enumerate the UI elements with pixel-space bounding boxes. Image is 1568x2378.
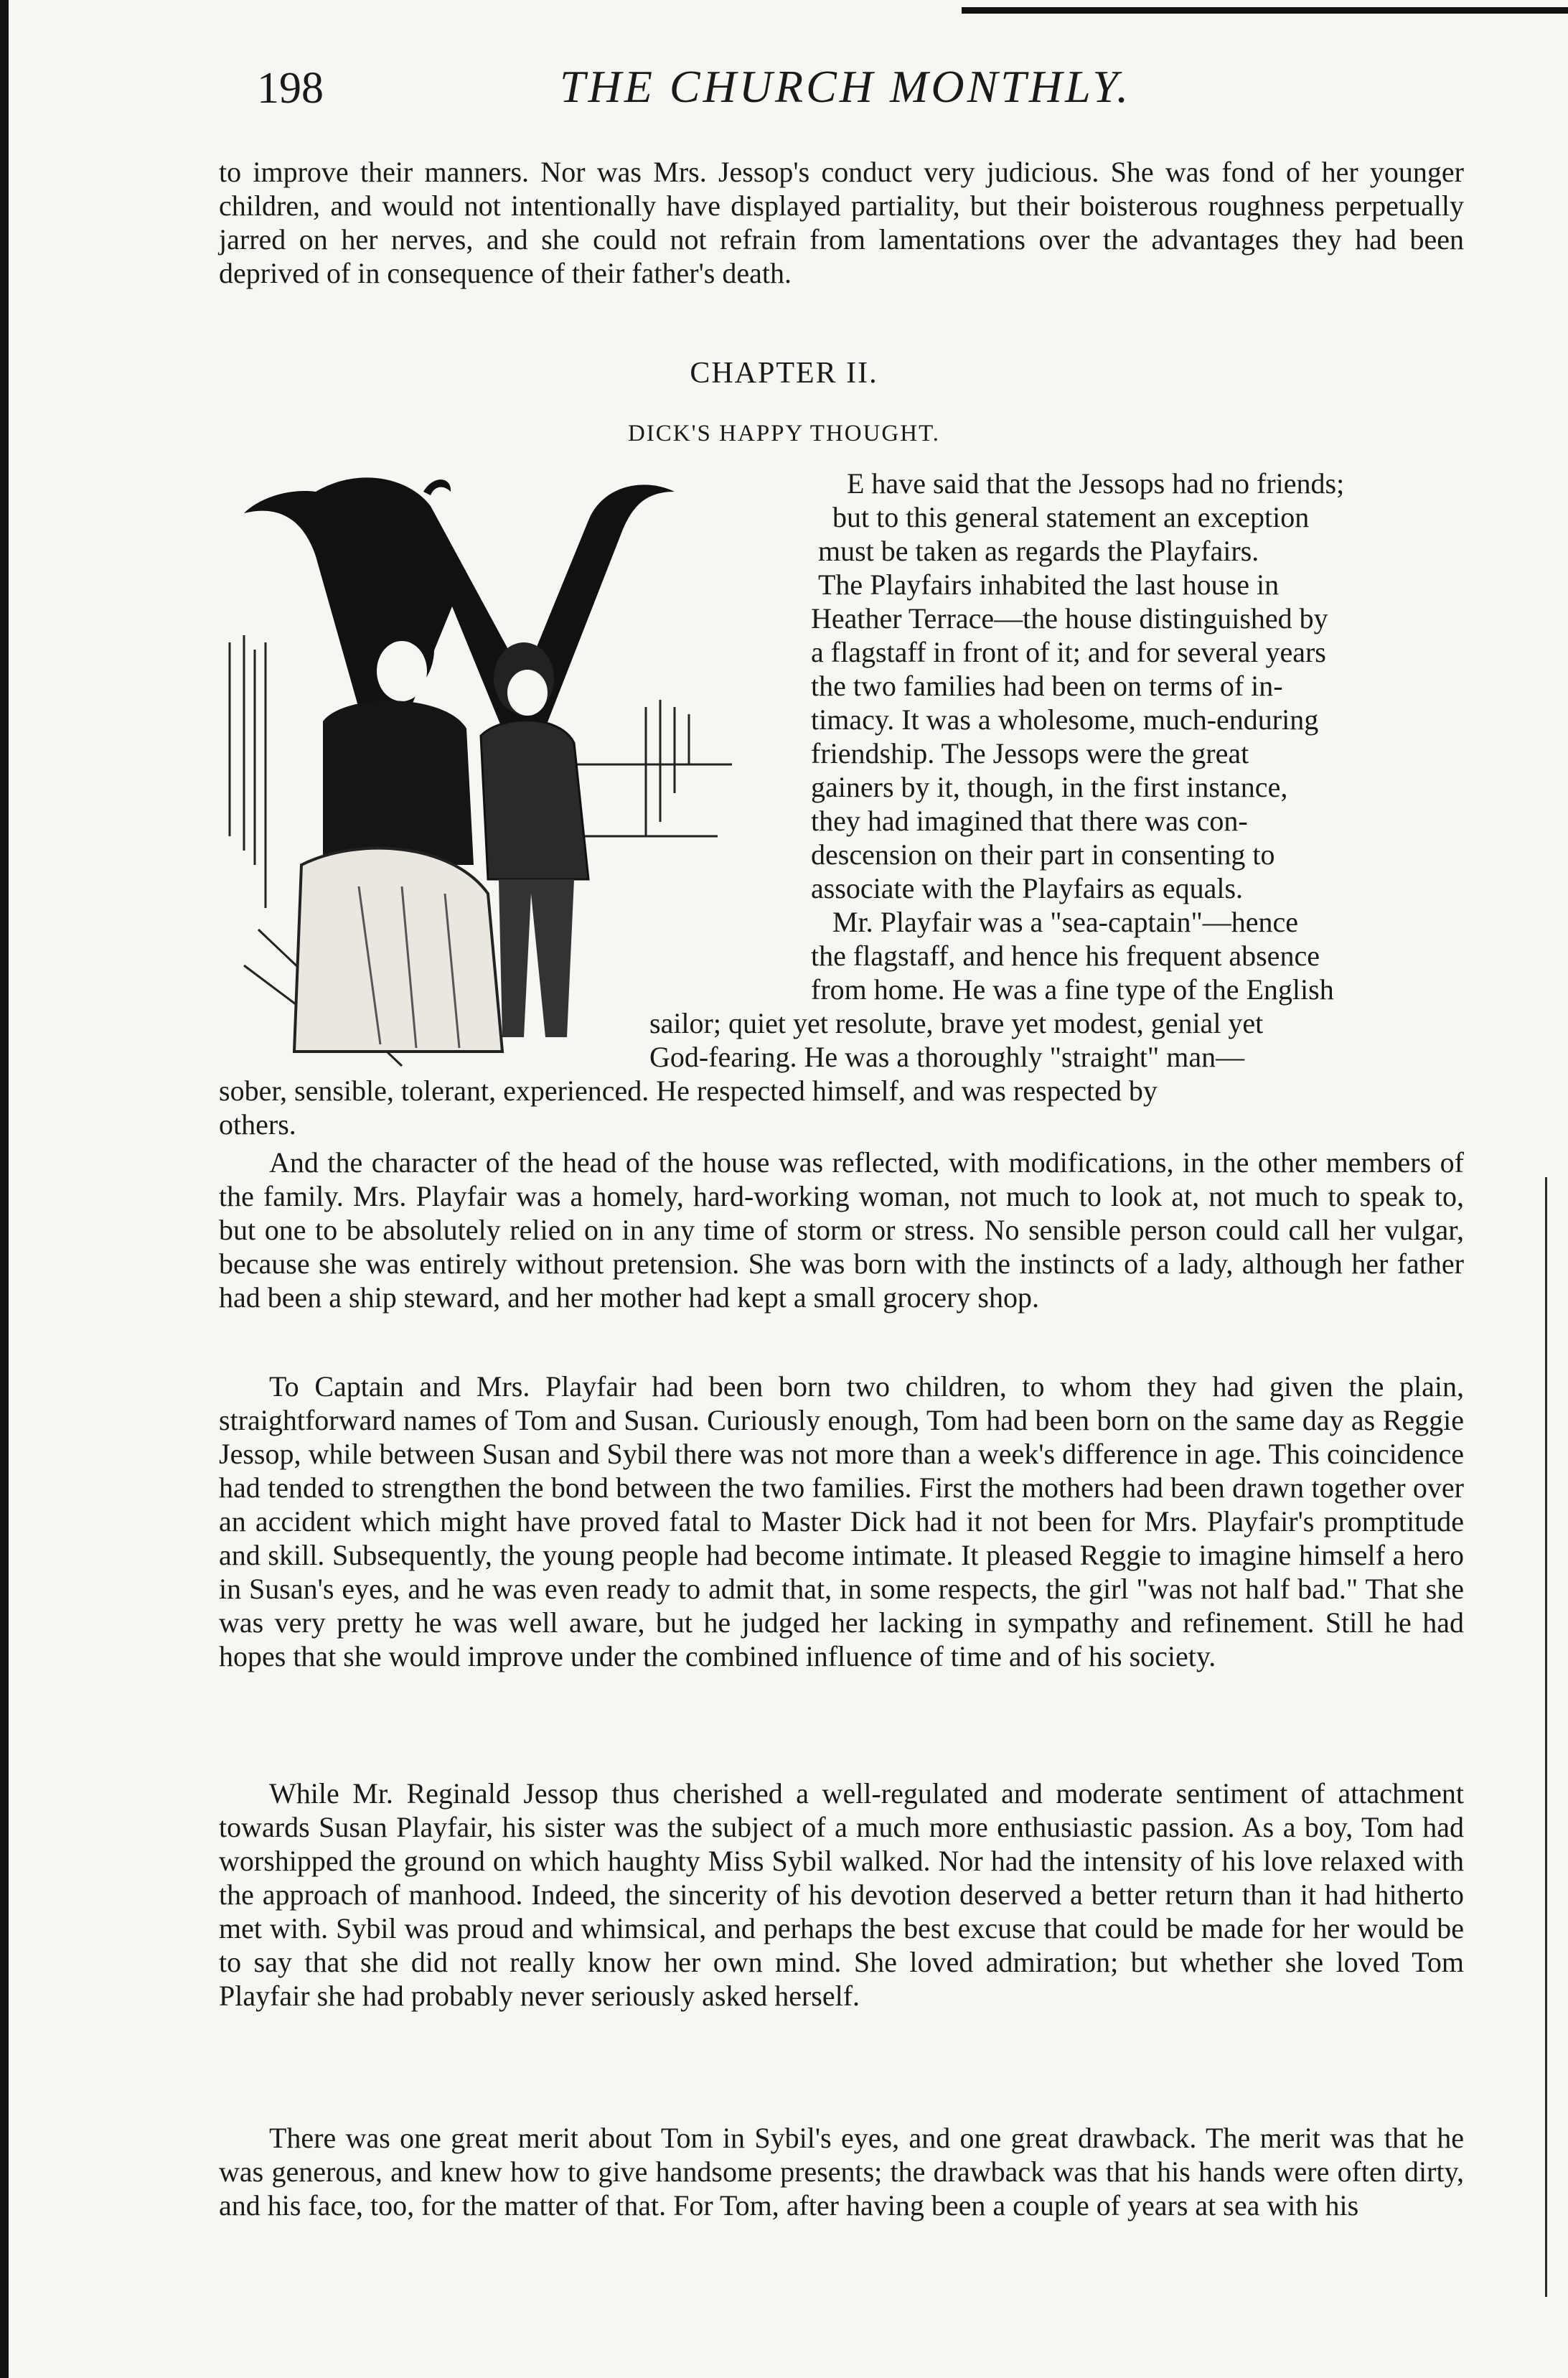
woman-figure [294, 603, 502, 1052]
drop-cap-line: they had imagined that there was con- [811, 805, 1248, 837]
running-title: THE CHURCH MONTHLY. [560, 61, 1132, 112]
drop-cap-line: but to this general statement an exception [832, 501, 1310, 533]
drop-cap-line: the two families had been on terms of in- [811, 670, 1283, 702]
drop-cap-line: a flagstaff in front of it; and for several years [811, 636, 1326, 668]
drop-cap-line: sober, sensible, tolerant, experienced. He respected himself, and was respected by [219, 1075, 1158, 1107]
drop-cap-line: E have said that the Jessops had no friends; [847, 467, 1345, 500]
chapter-heading: CHAPTER II. [690, 357, 878, 390]
drop-cap-line: must be taken as regards the Playfairs. [818, 535, 1259, 567]
paragraph-opening: to improve their manners. Nor was Mrs. Jessop's conduct very judicious. She was fond of her younger children, and would not intentionally have displayed partiality, but their boisterous roughness perpetually jarred on her nerves, and she could not refrain from lamentations over the advantages they had been deprived of in consequence of their father's death. [219, 156, 1464, 289]
drop-cap-line: gainers by it, though, in the first instance, [811, 771, 1288, 803]
drop-cap-line: Mr. Playfair was a "sea-captain"—hence [832, 906, 1299, 938]
right-margin-rule [1545, 1177, 1547, 2297]
paragraph: While Mr. Reginald Jessop thus cherished a well-regulated and moderate sentiment of attachment towards Susan Playfair, his sister was the subject of a much more enthusiastic passion. As a boy, Tom had worshipped the ground on which haughty Miss Sybil walked. Nor had the intensity of his love relaxed with the approach of manhood. Indeed, the sincerity of his devotion deserved a better return than it had hitherto met with. Sybil was proud and whimsical, and perhaps the best excuse that could be made for her would be to say that she did not really know her own mind. She loved admiration; but whether she loved Tom Playfair she had probably never seriously asked herself. [219, 1777, 1464, 2012]
drop-cap-line: descension on their part in consenting to [811, 838, 1275, 871]
drop-cap-line: sailor; quiet yet resolute, brave yet modest, genial yet [649, 1007, 1264, 1039]
paragraph: There was one great merit about Tom in Sybil's eyes, and one great drawback. The merit was that he was generous, and knew how to give handsome presents; the drawback was that his hands were often dirty, and his face, too, for the matter of that. For Tom, after having been a couple of years at sea with his [219, 2122, 1464, 2222]
drop-cap-line: Heather Terrace—the house distinguished by [811, 602, 1328, 635]
top-rule [962, 7, 1568, 14]
page-number: 198 [257, 64, 324, 113]
paragraph: To Captain and Mrs. Playfair had been born two children, to whom they had given the plain, straightforward names of Tom and Susan. Curiously enough, Tom had been born on the same day as Reggie Jessop, while between Susan and Sybil there was not more than a week's difference in age. This coincidence had tended to strengthen the bond between the two families. First the mothers had been drawn together over an accident which might have proved fatal to Master Dick had it not been for Mrs. Playfair's promptitude and skill. Subsequently, the young people had become intimate. It pleased Reggie to imagine himself a hero in Susan's eyes, and he was even ready to admit that, in some respects, the girl "was not half bad." That she was very pretty he was well aware, but he judged her lacking in sympathy and refinement. Still he had hopes that she would improve under the combined influence of time and of his society. [219, 1370, 1464, 1672]
chapter-subtitle: DICK'S HAPPY THOUGHT. [627, 421, 941, 446]
drop-cap-line: others. [219, 1108, 296, 1141]
illustration-woman-and-boy [215, 463, 804, 1073]
drop-cap-line: associate with the Playfairs as equals. [811, 872, 1244, 904]
drop-cap-line: timacy. It was a wholesome, much-enduring [811, 703, 1319, 736]
paragraph: And the character of the head of the house was reflected, with modifications, in the other members of the family. Mrs. Playfair was a homely, hard-working woman, not much to look at, not much to speak to, but one to be absolutely relied on in any time of storm or stress. No sensible person could call her vulgar, because she was entirely without pretension. She was born with the instincts of a lady, although her father had been a ship steward, and her mother had kept a small grocery shop. [219, 1146, 1464, 1314]
drop-cap-line: from home. He was a fine type of the English [811, 973, 1334, 1006]
drop-cap-line: friendship. The Jessops were the great [811, 737, 1249, 769]
drop-cap-line: God-fearing. He was a thoroughly "straight" man— [649, 1041, 1245, 1073]
drop-cap-line: The Playfairs inhabited the last house in [818, 568, 1280, 601]
drop-cap-line: the flagstaff, and hence his frequent absence [811, 940, 1320, 972]
